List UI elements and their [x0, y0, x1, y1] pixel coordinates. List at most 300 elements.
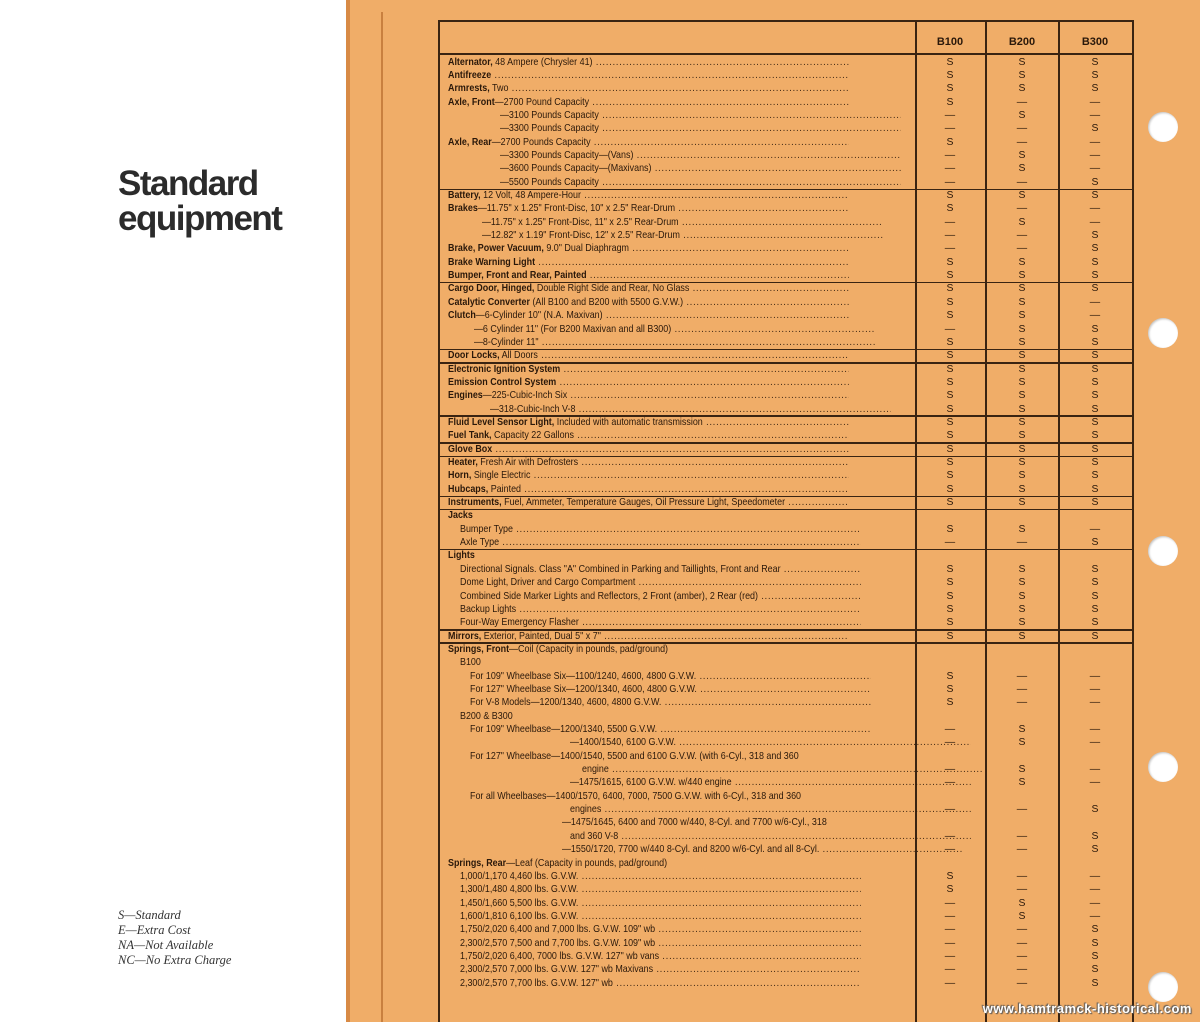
- row-label-bold: Brakes: [448, 203, 478, 215]
- cell-b200: S: [1018, 430, 1026, 442]
- cell-b100: —: [944, 910, 956, 922]
- table-row: [440, 256, 1132, 269]
- cell-b100: S: [946, 270, 954, 282]
- cell-b300: S: [1091, 283, 1099, 295]
- cell-b200: —: [1016, 870, 1028, 882]
- row-label-bold: Axle, Rear: [448, 136, 492, 148]
- cell-b100: S: [946, 256, 954, 268]
- row-label: [448, 82, 849, 95]
- row-label-text: Exterior, Painted, Dual 5" x 7": [481, 630, 601, 642]
- row-label: [500, 162, 901, 175]
- cell-b100: —: [944, 123, 956, 135]
- cell-b200: S: [1018, 764, 1026, 776]
- row-label-text: engine: [582, 764, 609, 776]
- row-label-text: —3600 Pounds Capacity—(Maxivans): [500, 163, 652, 175]
- row-label: [460, 523, 861, 536]
- cell-b100: S: [946, 336, 954, 348]
- row-label-text: Dome Light, Driver and Cargo Compartment: [460, 577, 636, 589]
- cell-b200: —: [1016, 203, 1028, 215]
- cell-b100: S: [946, 390, 954, 402]
- cell-b300: —: [1089, 136, 1101, 148]
- row-label: [448, 282, 849, 295]
- cell-b300: —: [1089, 96, 1101, 108]
- table-row: [440, 977, 1132, 990]
- table-row: [440, 443, 1132, 456]
- row-label-text: —3100 Pounds Capacity: [500, 109, 599, 121]
- cell-b200: —: [1016, 683, 1028, 695]
- table-row: [440, 323, 1132, 336]
- row-label-text: —3300 Pounds Capacity: [500, 123, 599, 135]
- row-label-text: 2,300/2,570 7,000 lbs. G.V.W. 127" wb Maxivans: [460, 964, 654, 976]
- row-label-bold: Glove Box: [448, 443, 493, 455]
- binder-hole: [1148, 536, 1178, 566]
- row-label-text: Fuel, Ammeter, Temperature Gauges, Oil Pressure Light, Speedometer: [501, 497, 786, 509]
- cell-b200: S: [1018, 363, 1026, 375]
- cell-b300: S: [1091, 577, 1099, 589]
- row-label-bold: Springs, Front: [448, 643, 510, 655]
- table-row: [440, 202, 1132, 215]
- table-row: [440, 242, 1132, 255]
- cell-b100: —: [944, 737, 956, 749]
- cell-b300: S: [1091, 416, 1099, 428]
- table-row: [440, 269, 1132, 282]
- table-row: [440, 363, 1132, 376]
- row-label: [460, 883, 861, 896]
- row-label-bold: Antifreeze: [448, 69, 492, 81]
- cell-b200: —: [1016, 977, 1028, 989]
- table-row: [440, 656, 1132, 669]
- cell-b100: —: [944, 216, 956, 228]
- cell-b200: S: [1018, 376, 1026, 388]
- row-label: [500, 149, 901, 162]
- row-label-text: For 109" Wheelbase—1200/1340, 5500 G.V.W.: [470, 724, 658, 735]
- cell-b100: S: [946, 670, 954, 682]
- row-label-text: 2,300/2,570 7,500 and 7,700 lbs. G.V.W. 109" wb: [460, 937, 656, 949]
- cell-b100: —: [944, 176, 956, 188]
- row-label-text: —318-Cubic-Inch V-8: [490, 403, 576, 415]
- legend-item: NC—No Extra Charge: [118, 953, 232, 967]
- equipment-table: [438, 20, 1134, 1022]
- table-row: [440, 403, 1132, 416]
- table-row: [440, 216, 1132, 229]
- row-label: [448, 469, 849, 482]
- cell-b200: —: [1016, 950, 1028, 962]
- row-label-text: —1475/1615, 6100 G.V.W. w/440 engine: [570, 777, 732, 789]
- row-label: [460, 563, 861, 576]
- cell-b300: —: [1089, 897, 1101, 909]
- row-label: [570, 803, 971, 816]
- cell-b300: S: [1091, 497, 1099, 509]
- table-row: [440, 282, 1132, 295]
- row-divider: [440, 509, 1132, 511]
- cell-b200: —: [1016, 670, 1028, 682]
- table-row: [440, 870, 1132, 883]
- row-label-bold: Emission Control System: [448, 376, 557, 388]
- row-divider: [440, 496, 1132, 498]
- row-label: [448, 242, 849, 255]
- table-row: [440, 736, 1132, 749]
- cell-b300: S: [1091, 563, 1099, 575]
- cell-b100: S: [946, 416, 954, 428]
- cell-b100: S: [946, 630, 954, 642]
- binder-hole: [1148, 112, 1178, 142]
- column-header-b200: B200: [1008, 36, 1036, 48]
- table-row: [440, 563, 1132, 576]
- row-label-text: 1,600/1,810 6,100 lbs. G.V.W.: [460, 910, 579, 922]
- cell-b300: S: [1091, 630, 1099, 642]
- cell-b300: S: [1091, 617, 1099, 629]
- row-label: [500, 109, 901, 122]
- row-label-text: (All B100 and B200 with 5500 G.V.W.): [529, 296, 684, 308]
- row-label: [448, 456, 849, 469]
- row-label-text: For 127" Wheelbase Six—1200/1340, 4600, 4800 G.V.W.: [470, 683, 697, 695]
- cell-b300: —: [1089, 670, 1101, 682]
- title-line-2: equipment: [118, 199, 282, 238]
- table-row: [440, 109, 1132, 122]
- row-label-text: 2,300/2,570 7,700 lbs. G.V.W. 127" wb: [460, 977, 613, 989]
- row-label-bold: Door Locks,: [448, 350, 500, 362]
- row-divider: [440, 349, 1132, 351]
- legend: [118, 908, 231, 968]
- cell-b100: S: [946, 683, 954, 695]
- cell-b100: S: [946, 483, 954, 495]
- cell-b200: S: [1018, 109, 1026, 121]
- row-label: [448, 416, 849, 429]
- cell-b300: S: [1091, 190, 1099, 201]
- row-label: [570, 776, 971, 789]
- row-label: [448, 509, 849, 522]
- row-label-text: Axle Type: [460, 537, 500, 549]
- table-row: [440, 376, 1132, 389]
- cell-b100: S: [946, 603, 954, 615]
- row-label-text: 1,450/1,660 5,500 lbs. G.V.W.: [460, 897, 579, 909]
- cell-b300: S: [1091, 830, 1099, 842]
- row-divider: [440, 549, 1132, 551]
- cell-b100: —: [944, 924, 956, 936]
- cell-b100: S: [946, 350, 954, 362]
- row-label-text: Combined Side Marker Lights and Reflectors, 2 Front (amber), 2 Rear (red): [460, 590, 758, 602]
- cell-b200: S: [1018, 483, 1026, 495]
- row-label: [470, 723, 871, 736]
- cell-b100: S: [946, 590, 954, 602]
- cell-b200: S: [1018, 390, 1026, 402]
- row-label-bold: Catalytic Converter: [448, 296, 530, 308]
- table-row: [440, 710, 1132, 723]
- cell-b300: —: [1089, 310, 1101, 322]
- cell-b200: S: [1018, 403, 1026, 415]
- cell-b100: S: [946, 617, 954, 629]
- row-label-bold: Clutch: [448, 310, 476, 322]
- binder-hole: [1148, 318, 1178, 348]
- cell-b200: S: [1018, 777, 1026, 789]
- row-label-bold: Springs, Rear: [448, 857, 507, 869]
- binder-hole: [1148, 752, 1178, 782]
- row-label-bold: Heater,: [448, 457, 478, 468]
- table-row: [440, 56, 1132, 69]
- row-label: [490, 403, 891, 416]
- row-label: [448, 96, 849, 109]
- cell-b300: S: [1091, 977, 1099, 989]
- cell-b200: S: [1018, 350, 1026, 362]
- cell-b300: S: [1091, 537, 1099, 549]
- cell-b200: S: [1018, 577, 1026, 589]
- cell-b200: S: [1018, 497, 1026, 509]
- row-label-bold: Alternator,: [448, 56, 493, 68]
- cell-b300: S: [1091, 590, 1099, 602]
- cell-b200: —: [1016, 844, 1028, 856]
- row-label-text: —6-Cylinder 10" (N.A. Maxivan): [475, 310, 603, 322]
- row-label-text: and 360 V-8: [570, 830, 619, 842]
- table-row: [440, 857, 1132, 870]
- table-row: [440, 429, 1132, 442]
- cell-b300: S: [1091, 403, 1099, 415]
- row-label: [448, 363, 849, 376]
- row-label-text: Capacity 22 Gallons: [491, 430, 574, 442]
- cell-b100: S: [946, 136, 954, 148]
- cell-b300: S: [1091, 230, 1099, 242]
- table-row: [440, 897, 1132, 910]
- row-label-text: Two: [489, 83, 509, 95]
- cell-b300: —: [1089, 216, 1101, 228]
- row-label: [460, 590, 861, 603]
- row-label: [448, 56, 849, 69]
- cell-b200: S: [1018, 69, 1026, 81]
- row-label-bold: Fluid Level Sensor Light,: [448, 416, 555, 428]
- row-label: [460, 910, 861, 923]
- row-label-bold: Mirrors,: [448, 630, 482, 642]
- row-label: [460, 536, 861, 549]
- row-label-bold: Bumper, Front and Rear, Painted: [448, 270, 587, 282]
- table-row: [440, 69, 1132, 82]
- cell-b300: —: [1089, 296, 1101, 308]
- cell-b300: S: [1091, 270, 1099, 282]
- cell-b200: S: [1018, 56, 1026, 68]
- cell-b200: —: [1016, 830, 1028, 842]
- cell-b200: S: [1018, 323, 1026, 335]
- legend-item: S—Standard: [118, 908, 181, 922]
- cell-b300: S: [1091, 363, 1099, 375]
- cell-b200: S: [1018, 590, 1026, 602]
- row-label-text: 48 Ampere (Chrysler 41): [492, 56, 593, 68]
- row-divider: [440, 362, 1132, 364]
- watermark: www.hamtramck-historical.com: [982, 1001, 1192, 1016]
- cell-b200: S: [1018, 336, 1026, 348]
- cell-b300: —: [1089, 523, 1101, 535]
- cell-b100: S: [946, 697, 954, 709]
- row-label: [460, 977, 861, 990]
- cell-b100: —: [944, 323, 956, 335]
- row-label: [470, 683, 871, 696]
- table-row: [440, 670, 1132, 683]
- table-row: [440, 950, 1132, 963]
- row-label-bold: Brake, Power Vacuum,: [448, 243, 544, 255]
- row-label: [460, 710, 861, 723]
- row-label-text: —Leaf (Capacity in pounds, pad/ground): [506, 857, 668, 869]
- cell-b200: —: [1016, 123, 1028, 135]
- row-divider: [440, 189, 1132, 191]
- cell-b300: S: [1091, 937, 1099, 949]
- row-label-bold: Brake Warning Light: [448, 256, 536, 268]
- cell-b200: S: [1018, 737, 1026, 749]
- table-row: [440, 483, 1132, 496]
- row-label-text: Directional Signals. Class "A" Combined in Parking and Taillights, Front and Rear: [460, 563, 781, 575]
- column-header-b300: B300: [1081, 36, 1109, 48]
- table-row: [440, 149, 1132, 162]
- cell-b300: S: [1091, 323, 1099, 335]
- row-label: [482, 216, 883, 229]
- cell-b100: S: [946, 203, 954, 215]
- cell-b100: —: [944, 243, 956, 255]
- row-label-text: All Doors: [499, 350, 538, 362]
- cell-b100: —: [944, 830, 956, 842]
- row-label-text: —11.75" x 1.25" Front-Disc, 10" x 2.5" Rear-Drum: [477, 203, 676, 215]
- row-label-text: —12.82" x 1.19" Front-Disc, 12" x 2.5" Rear-Drum: [482, 230, 680, 242]
- table-row: [440, 830, 1132, 843]
- cell-b100: S: [946, 443, 954, 455]
- cell-b200: —: [1016, 96, 1028, 108]
- row-label-text: —2700 Pounds Capacity: [491, 136, 591, 148]
- cell-b200: S: [1018, 163, 1026, 175]
- cell-b300: S: [1091, 483, 1099, 495]
- cell-b300: —: [1089, 163, 1101, 175]
- row-label-text: —Coil (Capacity in pounds, pad/ground): [509, 643, 669, 655]
- row-divider: [440, 456, 1132, 458]
- cell-b200: S: [1018, 443, 1026, 455]
- row-label-text: —11.75" x 1.25" Front-Disc, 11" x 2.5" Rear-Drum: [482, 216, 679, 228]
- row-label-text: 1,300/1,480 4,800 lbs. G.V.W.: [460, 884, 579, 896]
- cell-b200: S: [1018, 897, 1026, 909]
- cell-b200: S: [1018, 190, 1026, 201]
- table-row: [440, 96, 1132, 109]
- row-divider: [440, 442, 1132, 444]
- cell-b100: S: [946, 190, 954, 201]
- row-label-text: 12 Volt, 48 Ampere-Hour: [480, 190, 581, 201]
- cell-b100: S: [946, 523, 954, 535]
- cell-b200: S: [1018, 310, 1026, 322]
- row-label: [470, 750, 871, 763]
- cell-b200: —: [1016, 924, 1028, 936]
- cell-b300: S: [1091, 457, 1099, 468]
- row-label: [448, 349, 849, 362]
- row-label: [460, 656, 861, 669]
- cell-b300: —: [1089, 737, 1101, 749]
- cell-b300: S: [1091, 443, 1099, 455]
- cell-b100: S: [946, 376, 954, 388]
- table-row: [440, 456, 1132, 469]
- cell-b200: S: [1018, 563, 1026, 575]
- cell-b300: —: [1089, 697, 1101, 709]
- margin-rule: [381, 12, 383, 1022]
- cell-b100: S: [946, 870, 954, 882]
- row-label-text: B100: [460, 657, 481, 669]
- cell-b200: S: [1018, 149, 1026, 161]
- cell-b300: —: [1089, 109, 1101, 121]
- cell-b200: S: [1018, 283, 1026, 295]
- row-label: [448, 202, 849, 215]
- row-label: [448, 69, 849, 82]
- cell-b200: S: [1018, 724, 1026, 735]
- row-label: [448, 256, 849, 269]
- table-row: [440, 790, 1132, 803]
- row-label: [460, 603, 861, 616]
- row-label: [448, 443, 849, 456]
- table-row: [440, 643, 1132, 656]
- cell-b300: S: [1091, 924, 1099, 936]
- row-label: [460, 923, 861, 936]
- row-label-text: Included with automatic transmission: [554, 416, 703, 428]
- cell-b100: S: [946, 403, 954, 415]
- row-label-bold: Horn,: [448, 470, 472, 482]
- row-label-text: Bumper Type: [460, 523, 513, 535]
- cell-b100: —: [944, 764, 956, 776]
- table-row: [440, 923, 1132, 936]
- cell-b200: —: [1016, 964, 1028, 976]
- cell-b200: —: [1016, 937, 1028, 949]
- binder-hole: [1148, 972, 1178, 1002]
- row-label-text: —3300 Pounds Capacity—(Vans): [500, 149, 634, 161]
- row-label-text: 1,000/1,170 4,460 lbs. G.V.W.: [460, 870, 579, 882]
- row-label: [448, 549, 849, 562]
- row-label-text: For V-8 Models—1200/1340, 4600, 4800 G.V.W.: [470, 697, 662, 709]
- cell-b100: S: [946, 363, 954, 375]
- cell-b300: —: [1089, 884, 1101, 896]
- cell-b200: S: [1018, 296, 1026, 308]
- cell-b300: S: [1091, 390, 1099, 402]
- row-label-text: —1475/1645, 6400 and 7000 w/440, 8-Cyl. and 7700 w/6-Cyl., 318: [562, 817, 827, 829]
- row-label: [448, 483, 849, 496]
- cell-b300: —: [1089, 764, 1101, 776]
- table-row: [440, 122, 1132, 135]
- table-row: [440, 590, 1132, 603]
- row-label: [460, 937, 861, 950]
- table-row: [440, 883, 1132, 896]
- row-label: [562, 843, 963, 856]
- table-row: [440, 616, 1132, 629]
- table-row: [440, 536, 1132, 549]
- row-label: [460, 897, 861, 910]
- cell-b200: S: [1018, 617, 1026, 629]
- cell-b200: —: [1016, 230, 1028, 242]
- cell-b300: S: [1091, 336, 1099, 348]
- row-label-bold: Hubcaps,: [448, 483, 489, 495]
- row-label: [474, 336, 875, 349]
- table-row: [440, 389, 1132, 402]
- cell-b100: S: [946, 310, 954, 322]
- cell-b200: —: [1016, 884, 1028, 896]
- table-row: [440, 189, 1132, 202]
- row-label: [570, 736, 971, 749]
- row-label: [460, 963, 861, 976]
- cell-b100: S: [946, 497, 954, 509]
- cell-b300: S: [1091, 56, 1099, 68]
- row-label-text: For all Wheelbases—1400/1570, 6400, 7000, 7500 G.V.W. with 6-Cyl., 318 and 360: [470, 790, 802, 802]
- cell-b200: —: [1016, 136, 1028, 148]
- cell-b100: S: [946, 884, 954, 896]
- row-label-text: Four-Way Emergency Flasher: [460, 617, 579, 629]
- cell-b200: S: [1018, 523, 1026, 535]
- cell-b200: S: [1018, 416, 1026, 428]
- row-label-text: Double Right Side and Rear, No Glass: [534, 283, 690, 295]
- row-label-text: —8-Cylinder 11": [474, 336, 539, 348]
- cell-b200: S: [1018, 83, 1026, 95]
- cell-b100: —: [944, 149, 956, 161]
- row-label-text: Fresh Air with Defrosters: [477, 457, 579, 468]
- table-row: [440, 496, 1132, 509]
- cell-b200: —: [1016, 243, 1028, 255]
- row-divider: [440, 282, 1132, 284]
- cell-b300: —: [1089, 777, 1101, 789]
- cell-b200: —: [1016, 176, 1028, 188]
